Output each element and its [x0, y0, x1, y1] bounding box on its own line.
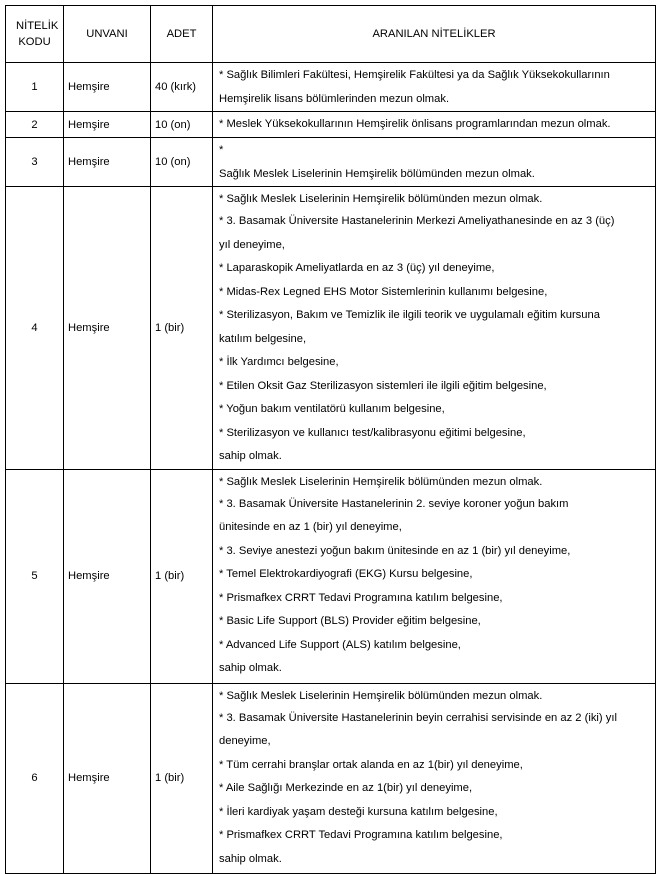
requirement-line: * Tüm cerrahi branşlar ortak alanda en az 1(bir) yıl deneyime,: [219, 758, 523, 771]
requirement-line: * Basic Life Support (BLS) Provider eğitim belgesine,: [219, 615, 481, 627]
row-count: 40 (kırk): [151, 63, 213, 112]
requirement-line: * Meslek Yüksekokullarının Hemşirelik önlisans programlarından mezun olmak.: [219, 118, 611, 130]
row-code: 5: [6, 469, 64, 683]
requirement-line: ünitesinde en az 1 (bir) yıl deneyime,: [219, 521, 402, 533]
requirement-line: *: [219, 144, 224, 156]
row-code: 6: [6, 683, 64, 873]
row-requirements: [213, 138, 656, 187]
requirement-line: * Aile Sağlığı Merkezinde en az 1(bir) yıl deneyime,: [219, 782, 473, 794]
requirement-line: yıl deneyime,: [219, 238, 285, 251]
requirement-line: sahip olmak.: [219, 662, 282, 674]
row-requirements: [213, 683, 656, 873]
row-title: Hemşire: [64, 138, 151, 187]
row-code: 3: [6, 138, 64, 187]
requirement-line: Hemşirelik lisans bölümlerinden mezun olmak.: [219, 92, 450, 105]
requirement-line: Sağlık Meslek Liselerinin Hemşirelik bölümünden mezun olmak.: [219, 167, 535, 180]
table-row: [6, 63, 656, 112]
requirement-line: * 3. Basamak Üniversite Hastanelerinin beyin cerrahisi servisinde en az 2 (iki) yıl: [219, 711, 617, 724]
table-row: [6, 469, 656, 683]
row-requirements: [213, 469, 656, 683]
qualifications-table: [5, 5, 656, 874]
row-requirements: [213, 112, 656, 138]
row-title: Hemşire: [64, 112, 151, 138]
header-row: [6, 6, 656, 63]
requirement-line: sahip olmak.: [219, 450, 282, 462]
requirement-line: * Sağlık Meslek Liselerinin Hemşirelik bölümünden mezun olmak.: [219, 689, 543, 702]
requirement-line: * Laparaskopik Ameliyatlarda en az 3 (üç) yıl deneyime,: [219, 262, 495, 274]
row-title: Hemşire: [64, 683, 151, 873]
requirement-line: deneyime,: [219, 735, 271, 747]
requirement-line: * Advanced Life Support (ALS) katılım belgesine,: [219, 638, 461, 651]
table-row: [6, 138, 656, 187]
requirement-line: * Temel Elektrokardiyografi (EKG) Kursu belgesine,: [219, 568, 473, 580]
requirement-line: * Sağlık Meslek Liselerinin Hemşirelik bölümünden mezun olmak.: [219, 475, 543, 488]
requirement-line: * Sağlık Meslek Liselerinin Hemşirelik bölümünden mezun olmak.: [219, 193, 543, 205]
row-code: 1: [6, 63, 64, 112]
row-requirements: [213, 187, 656, 470]
row-title: Hemşire: [64, 187, 151, 470]
row-count: 10 (on): [151, 112, 213, 138]
table-row: [6, 112, 656, 138]
header-count: ADET: [151, 6, 213, 63]
requirement-line: katılım belgesine,: [219, 332, 307, 345]
row-count: 1 (bir): [151, 187, 213, 470]
table-row: [6, 683, 656, 873]
requirement-line: * Yoğun bakım ventilatörü kullanım belgesine,: [219, 403, 445, 415]
row-count: 1 (bir): [151, 683, 213, 873]
table-row: [6, 187, 656, 470]
requirement-line: * Sağlık Bilimleri Fakültesi, Hemşirelik Fakültesi ya da Sağlık Yüksekokullarının: [219, 69, 610, 81]
row-count: 1 (bir): [151, 469, 213, 683]
requirement-line: sahip olmak.: [219, 852, 282, 865]
requirement-line: * Midas-Rex Legned EHS Motor Sistemlerinin kullanımı belgesine,: [219, 285, 548, 298]
requirement-line: * Prismafkex CRRT Tedavi Programına katılım belgesine,: [219, 829, 503, 841]
row-title: Hemşire: [64, 63, 151, 112]
requirement-line: * 3. Basamak Üniversite Hastanelerinin 2. seviye koroner yoğun bakım: [219, 497, 569, 510]
row-requirements: [213, 63, 656, 112]
requirement-line: * 3. Seviye anestezi yoğun bakım ünitesinde en az 1 (bir) yıl deneyime,: [219, 544, 571, 557]
row-code: 2: [6, 112, 64, 138]
requirement-line: * Prismafkex CRRT Tedavi Programına katılım belgesine,: [219, 591, 503, 604]
requirement-line: * İleri kardiyak yaşam desteği kursuna katılım belgesine,: [219, 805, 498, 818]
header-code: NİTELİK KODU: [6, 6, 64, 63]
row-title: Hemşire: [64, 469, 151, 683]
row-code: 4: [6, 187, 64, 470]
row-count: 10 (on): [151, 138, 213, 187]
requirement-line: * Sterilizasyon, Bakım ve Temizlik ile ilgili teorik ve uygulamalı eğitim kursuna: [219, 309, 600, 321]
table-body: [6, 63, 656, 874]
requirement-line: * 3. Basamak Üniversite Hastanelerinin Merkezi Ameliyathanesinde en az 3 (üç): [219, 215, 615, 227]
requirement-line: * Etilen Oksit Gaz Sterilizasyon sistemleri ile ilgili eğitim belgesine,: [219, 379, 547, 392]
header-title: UNVANI: [64, 6, 151, 63]
requirement-line: * İlk Yardımcı belgesine,: [219, 356, 339, 368]
header-requirements: ARANILAN NİTELİKLER: [213, 6, 656, 63]
requirement-line: * Sterilizasyon ve kullanıcı test/kalibrasyonu eğitimi belgesine,: [219, 426, 526, 439]
